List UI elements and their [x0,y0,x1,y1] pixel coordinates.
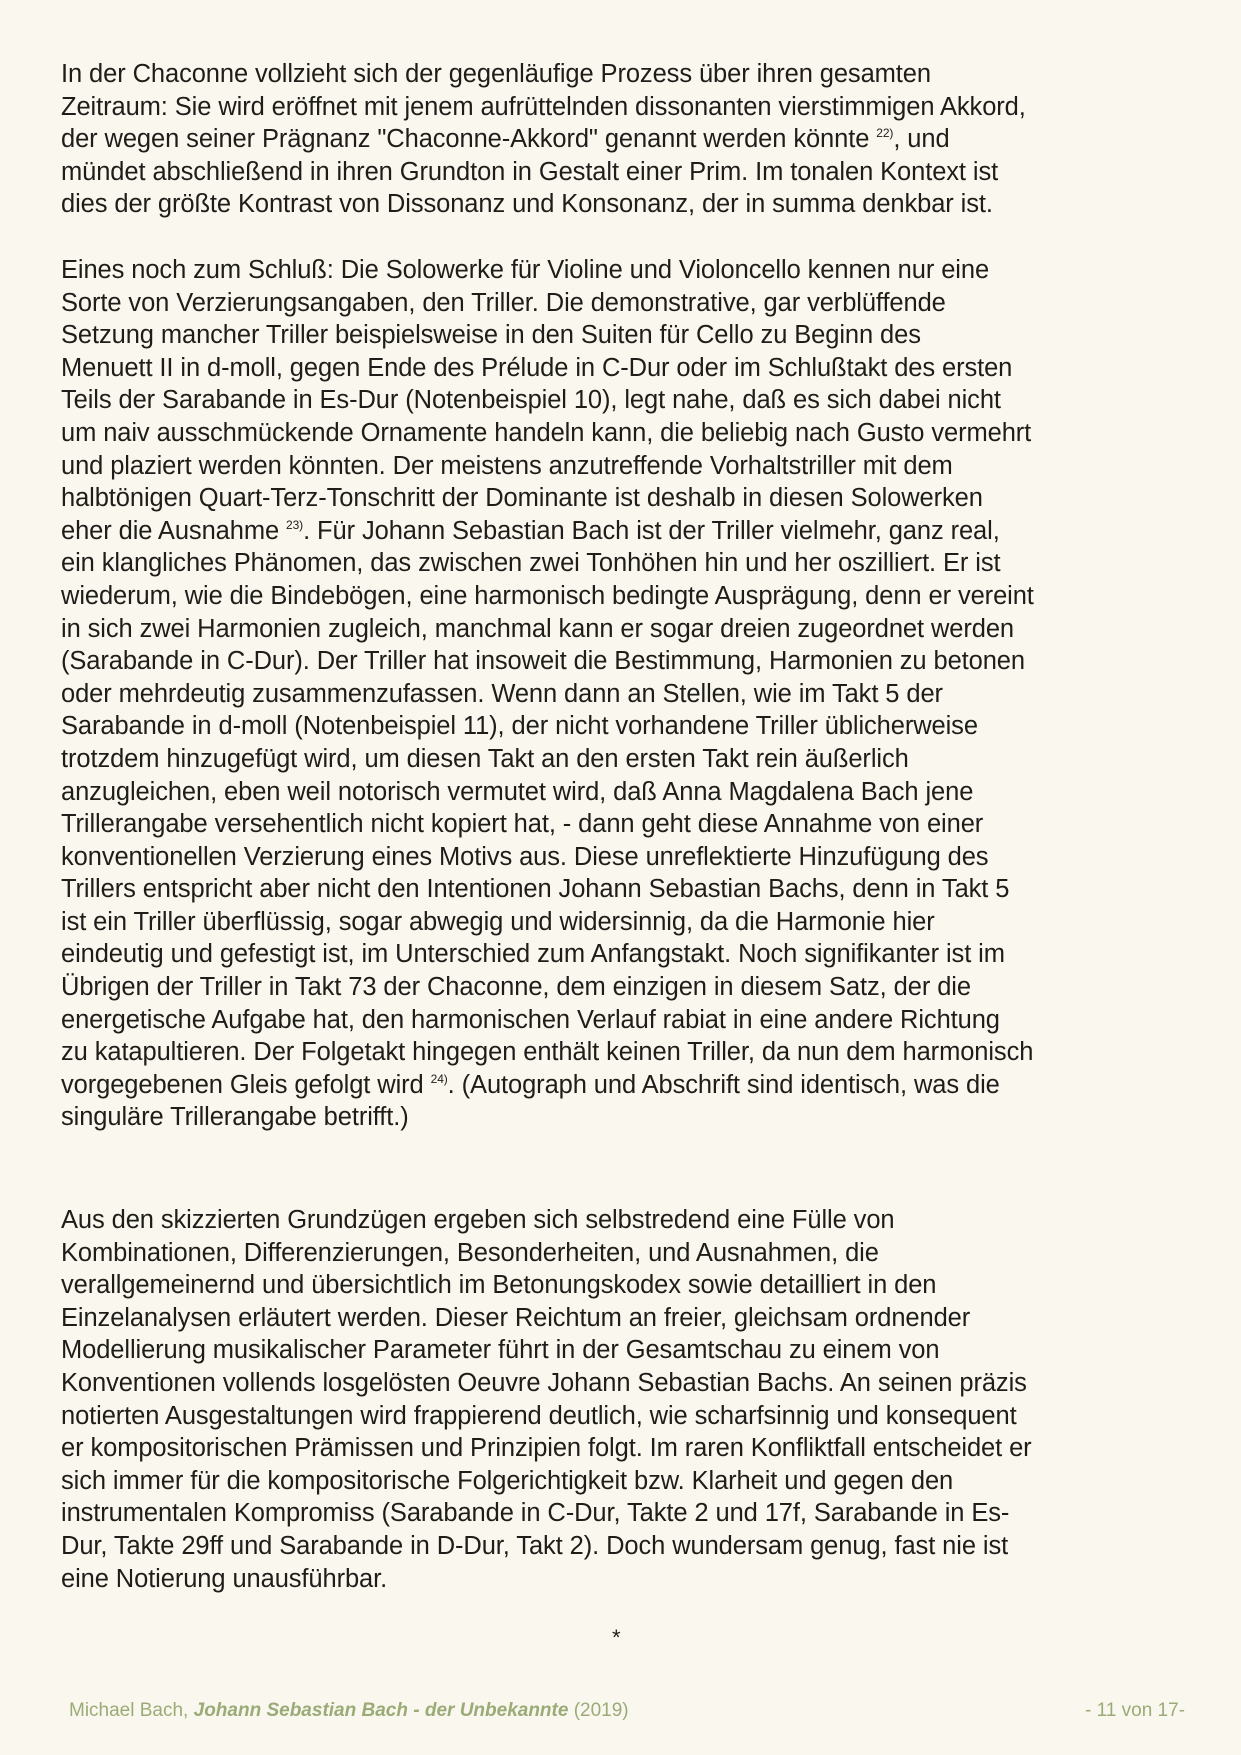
text-line [61,1069,1034,1102]
text-segment: der wegen seiner Prägnanz "Chaconne-Akkord" genannt werden könnte [61,125,877,154]
footer-citation [69,1700,629,1722]
footnote-reference: 24) [430,1071,448,1086]
text-line [61,515,1034,548]
text-line: ein klangliches Phänomen, das zwischen zwei Tonhöhen hin und her oszilliert. Er ist [61,549,1001,578]
text-segment: vorgegebenen Gleis gefolgt wird [61,1070,431,1099]
text-line: Modellierung musikalischer Parameter führt in der Gesamtschau zu einem von [61,1336,940,1365]
text-line: mündet abschließend in ihren Grundton in Gestalt einer Prim. Im tonalen Kontext ist [61,157,999,186]
text-line: ist ein Triller überflüssig, sogar abwegig und widersinnig, da die Harmonie hier [61,907,935,936]
text-line: Menuett II in d-moll, gegen Ende des Prélude in C-Dur oder im Schlußtakt des ersten [61,353,1013,382]
text-line: dies der größte Kontrast von Dissonanz und Konsonanz, der in summa denkbar ist. [61,190,993,219]
text-line: (Sarabande in C-Dur). Der Triller hat insoweit die Bestimmung, Harmonien zu betonen [61,647,1025,676]
text-line: Kombinationen, Differenzierungen, Besonderheiten, und Ausnahmen, die [61,1238,879,1267]
footnote-reference: 23) [286,517,304,532]
text-line: trotzdem hinzugefügt wird, um diesen Takt an den ersten Takt rein äußerlich [61,744,909,773]
text-line: wiederum, wie die Bindebögen, eine harmonisch bedingte Ausprägung, denn er vereint [61,581,1034,610]
section-separator: * [612,1625,621,1650]
text-segment: . Für Johann Sebastian Bach ist der Triller vielmehr, ganz real, [303,516,1000,545]
text-line: sich immer für die kompositorische Folgerichtigkeit bzw. Klarheit und gegen den [61,1466,954,1495]
footer-title: Johann Sebastian Bach - der Unbekannte [193,1700,569,1721]
text-line: Einzelanalysen erläutert werden. Dieser Reichtum an freier, gleichsam ordnender [61,1303,971,1332]
text-line: Übrigen der Triller in Takt 73 der Chaconne, dem einzigen in diesem Satz, der die [61,973,971,1002]
text-line [61,123,1026,156]
text-line: verallgemeinernd und übersichtlich im Betonungskodex sowie detailliert in den [61,1271,937,1300]
text-line: Sorte von Verzierungsangaben, den Triller. Die demonstrative, gar verblüffende [61,288,946,317]
text-line: Trillerangabe versehentlich nicht kopiert hat, - dann geht diese Annahme von einer [61,810,984,839]
text-line: Teils der Sarabande in Es-Dur (Notenbeispiel 10), legt nahe, daß es sich dabei nicht [61,386,1001,415]
text-line: halbtönigen Quart-Terz-Tonschritt der Dominante ist deshalb in diesen Solowerken [61,484,983,513]
text-segment: eher die Ausnahme [61,516,287,545]
text-line: Eines noch zum Schluß: Die Solowerke für Violine und Violoncello kennen nur eine [61,256,990,284]
text-line: Dur, Takte 29ff und Sarabande in D-Dur, Takt 2). Doch wundersam genug, fast nie ist [61,1531,1009,1560]
text-line: er kompositorischen Prämissen und Prinzipien folgt. Im raren Konfliktfall entscheidet er [61,1434,1032,1463]
text-line: energetische Aufgabe hat, den harmonischen Verlauf rabiat in eine andere Richtung [61,1005,1000,1034]
text-line: Setzung mancher Triller beispielsweise in den Suiten für Cello zu Beginn des [61,321,921,350]
paragraph-triller [61,254,1034,1134]
paragraph-chaconne [61,58,1026,221]
page-number: - 11 von 17- [1085,1700,1185,1721]
paragraph-conclusion [61,1204,1032,1595]
text-line: eine Notierung unausführbar. [61,1564,388,1593]
text-line: Zeitraum: Sie wird eröffnet mit jenem aufrüttelnden dissonanten vierstimmigen Akkord, [61,92,1026,121]
footer-author: Michael Bach, [69,1700,194,1721]
text-line: oder mehrdeutig zusammenzufassen. Wenn dann an Stellen, wie im Takt 5 der [61,679,943,708]
text-line: instrumentalen Kompromiss (Sarabande in C-Dur, Takte 2 und 17f, Sarabande in Es- [61,1499,1010,1528]
text-line: In der Chaconne vollzieht sich der gegenläufige Prozess über ihren gesamten [61,60,931,88]
text-line: zu katapultieren. Der Folgetakt hingegen enthält keinen Triller, da nun dem harmonisch [61,1038,1034,1067]
text-line: notierten Ausgestaltungen wird frappierend deutlich, wie scharfsinnig und konsequent [61,1401,1017,1430]
footer-year: (2019) [568,1700,629,1721]
text-line: um naiv ausschmückende Ornamente handeln kann, die beliebig nach Gusto vermehrt [61,418,1032,447]
text-line: Aus den skizzierten Grundzügen ergeben sich selbstredend eine Fülle von [61,1206,895,1234]
text-line: in sich zwei Harmonien zugleich, manchmal kann er sogar dreien zugeordnet werden [61,614,1015,643]
text-line: eindeutig und gefestigt ist, im Unterschied zum Anfangstakt. Noch signifikanter ist im [61,940,1005,969]
text-line: konventionellen Verzierung eines Motivs aus. Diese unreflektierte Hinzufügung des [61,842,989,871]
text-line: Trillers entspricht aber nicht den Intentionen Johann Sebastian Bachs, denn in Takt 5 [61,875,1010,904]
footnote-reference: 22) [876,126,894,141]
text-line: singuläre Trillerangabe betrifft.) [61,1103,409,1132]
text-line: anzugleichen, eben weil notorisch vermutet wird, daß Anna Magdalena Bach jene [61,777,974,806]
text-line: Sarabande in d-moll (Notenbeispiel 11), der nicht vorhandene Triller üblicherweise [61,712,978,741]
text-line: und plaziert werden könnten. Der meistens anzutreffende Vorhaltstriller mit dem [61,451,953,480]
text-line: Konventionen vollends losgelösten Oeuvre Johann Sebastian Bachs. An seinen präzis [61,1368,1027,1397]
text-segment: , und [893,125,950,154]
text-segment: . (Autograph und Abschrift sind identisch, was die [447,1070,1000,1099]
